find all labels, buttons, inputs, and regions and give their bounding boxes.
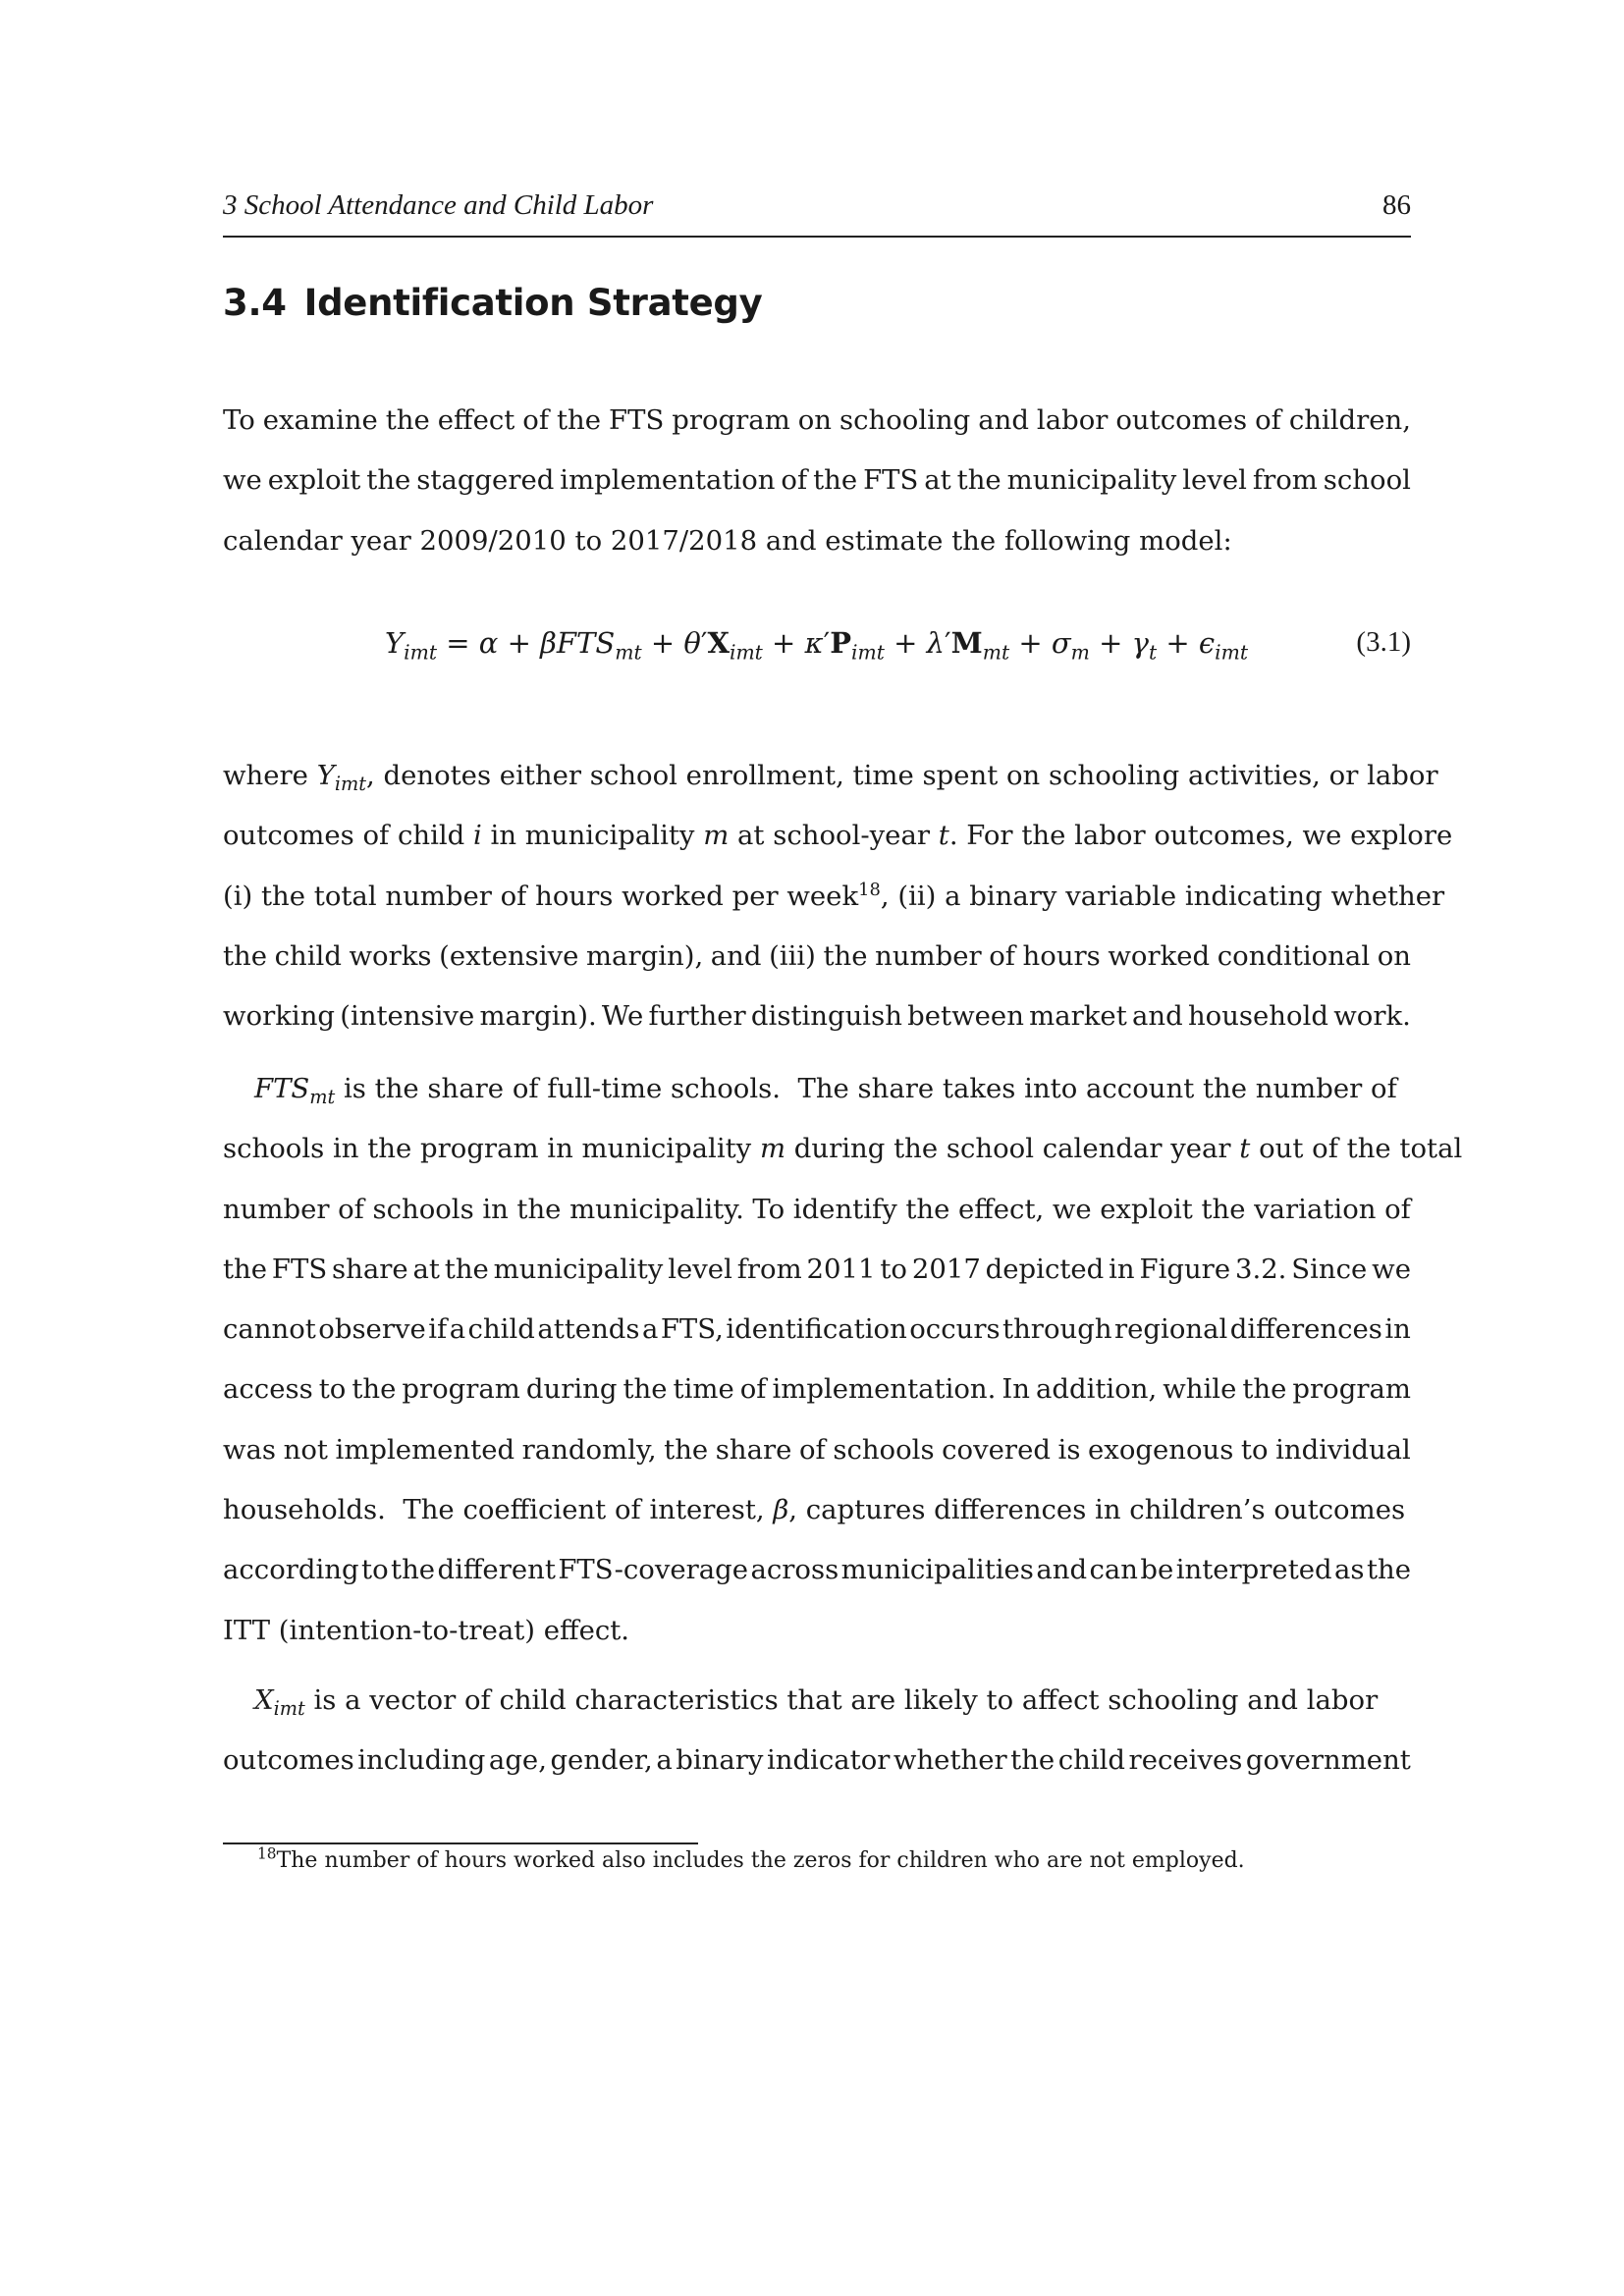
text-line: cannot observe if a child attends a FTS, identification occurs through regional differences in xyxy=(223,1313,1411,1346)
footnote-marker: 18 xyxy=(257,1844,277,1863)
footnote xyxy=(257,1844,1245,1873)
text-line: where $Y_{imt}$, denotes either school enrollment, time spent on schooling activities, or labor xyxy=(223,760,1438,796)
running-header xyxy=(223,189,1411,222)
text-line: the child works (extensive margin), and (iii) the number of hours worked conditional on xyxy=(223,939,1411,972)
equation-number: (3.1) xyxy=(1356,626,1411,658)
footnote-rule xyxy=(223,1842,698,1844)
equation-formula: $Y_{imt} = \alpha + \beta FTS_{mt} + \theta'X_{imt} + \kappa'P_{imt} + \lambda'M_{mt} + \sigma_m + \gamma_t + \epsilon_{imt}$ xyxy=(385,626,1249,665)
footnote-text: The number of hours worked also includes the zeros for children who are not employed. xyxy=(276,1848,1245,1873)
text-line: households. The coefficient of interest, β, captures differences in children’s outcomes xyxy=(223,1494,1406,1526)
paragraph-outcomes xyxy=(223,746,1453,1046)
text-line: was not implemented randomly, the share of schools covered is exogenous to individual xyxy=(223,1433,1411,1466)
paragraph-controls xyxy=(223,1671,1411,1791)
text-line: outcomes including age, gender, a binary indicator whether the child receives government xyxy=(223,1744,1411,1777)
section-number: 3.4 xyxy=(223,282,287,324)
text-line: $FTS_{mt}$ is the share of full-time schools. The share takes into account the number of xyxy=(254,1073,1397,1109)
header-rule xyxy=(223,236,1411,238)
paragraph-fts-share xyxy=(223,1059,1463,1661)
text-line: we exploit the staggered implementation of the FTS at the municipality level from school xyxy=(223,464,1411,497)
text-line: access to the program during the time of implementation. In addition, while the program xyxy=(223,1373,1411,1406)
text-line: schools in the program in municipality m during the school calendar year t out of the total xyxy=(223,1133,1463,1165)
paragraph-intro xyxy=(223,391,1411,571)
page-number: 86 xyxy=(1382,189,1411,221)
equation-3-1 xyxy=(223,618,1411,677)
section-title: Identification Strategy xyxy=(303,282,763,324)
footnote-ref: 18 xyxy=(858,879,881,900)
text-line: calendar year 2009/2010 to 2017/2018 and estimate the following model: xyxy=(223,524,1232,557)
text-line: working (intensive margin). We further distinguish between market and household work. xyxy=(223,1000,1411,1033)
chapter-title: 3 School Attendance and Child Labor xyxy=(223,189,654,221)
text-line: (i) the total number of hours worked per week$^{18}$, (ii) a binary variable indicating whether xyxy=(223,879,1445,912)
text-line: To examine the effect of the FTS program on schooling and labor outcomes of children, xyxy=(223,404,1411,436)
text-line: $X_{imt}$ is a vector of child characteristics that are likely to affect schooling and labor xyxy=(254,1684,1379,1721)
text-line: outcomes of child i in municipality m at school-year t. For the labor outcomes, we explore xyxy=(223,820,1453,852)
text-line: number of schools in the municipality. To identify the effect, we exploit the variation of xyxy=(223,1193,1411,1225)
text-line: according to the different FTS-coverage across municipalities and can be interpreted as the xyxy=(223,1554,1411,1586)
section-heading xyxy=(223,282,762,324)
text-line: ITT (intention-to-treat) effect. xyxy=(223,1614,630,1646)
text-line: the FTS share at the municipality level from 2011 to 2017 depicted in Figure 3.2. Since we xyxy=(223,1253,1411,1285)
